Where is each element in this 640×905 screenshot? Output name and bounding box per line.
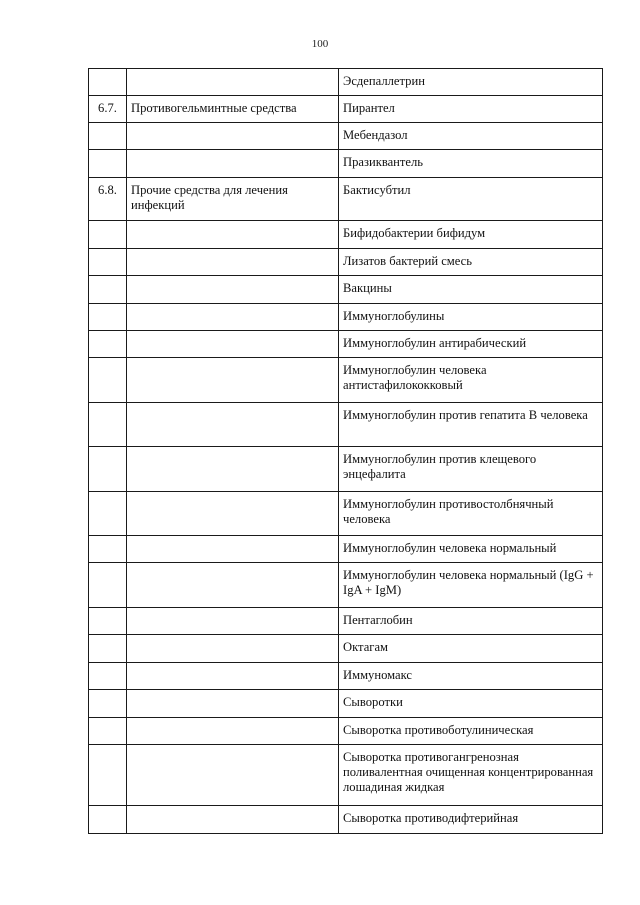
table-row	[89, 123, 603, 150]
table-row	[89, 718, 603, 745]
table-row	[89, 663, 603, 690]
drug-name-cell: Октагам	[339, 635, 603, 663]
drug-group-cell	[127, 331, 339, 358]
drug-group-cell: Прочие средства для лечения инфекций	[127, 178, 339, 221]
table-row	[89, 96, 603, 123]
section-number-cell	[89, 331, 127, 358]
section-number-cell	[89, 69, 127, 96]
section-number-cell	[89, 276, 127, 304]
table-row	[89, 331, 603, 358]
table-row	[89, 150, 603, 178]
section-number-cell	[89, 403, 127, 447]
drug-group-cell	[127, 403, 339, 447]
page-number: 100	[311, 38, 329, 50]
drug-group-cell	[127, 249, 339, 276]
drug-name-cell: Иммуноглобулин против клещевого энцефалита	[339, 447, 603, 492]
section-number-cell	[89, 447, 127, 492]
section-number-cell	[89, 492, 127, 536]
drug-name-cell: Мебендазол	[339, 123, 603, 150]
table-row	[89, 358, 603, 403]
drug-group-cell	[127, 608, 339, 635]
drug-group-cell	[127, 304, 339, 331]
section-number-cell: 6.8.	[89, 178, 127, 221]
drug-group-cell	[127, 663, 339, 690]
table-row	[89, 806, 603, 834]
table-row	[89, 635, 603, 663]
section-number-cell	[89, 358, 127, 403]
table-row	[89, 608, 603, 635]
section-number-cell	[89, 123, 127, 150]
drug-name-cell: Сыворотка противоботулиническая	[339, 718, 603, 745]
table-row	[89, 221, 603, 249]
drug-group-cell	[127, 69, 339, 96]
table-row	[89, 745, 603, 806]
table-row	[89, 447, 603, 492]
table-row	[89, 249, 603, 276]
drug-name-cell: Сыворотка противодифтерийная	[339, 806, 603, 834]
section-number-cell	[89, 304, 127, 331]
drug-name-cell: Пентаглобин	[339, 608, 603, 635]
drug-name-cell: Иммуноглобулин противостолбнячный человека	[339, 492, 603, 536]
drug-name-cell: Бактисубтил	[339, 178, 603, 221]
drug-group-cell	[127, 276, 339, 304]
table-row	[89, 563, 603, 608]
drug-name-cell: Сыворотки	[339, 690, 603, 718]
table-row	[89, 178, 603, 221]
drug-group-cell	[127, 221, 339, 249]
drug-name-cell: Иммуноглобулин человека нормальный	[339, 536, 603, 563]
drug-name-cell: Эсдепаллетрин	[339, 69, 603, 96]
section-number-cell	[89, 663, 127, 690]
section-number-cell	[89, 608, 127, 635]
drug-group-cell	[127, 718, 339, 745]
drug-group-cell: Противогельминтные средства	[127, 96, 339, 123]
drug-name-cell: Иммуноглобулин человека антистафилококковый	[339, 358, 603, 403]
table-row	[89, 304, 603, 331]
drug-group-cell	[127, 536, 339, 563]
drug-list-table	[88, 68, 603, 834]
drug-name-cell: Вакцины	[339, 276, 603, 304]
drug-name-cell: Иммуноглобулин против гепатита В человека	[339, 403, 603, 447]
drug-group-cell	[127, 745, 339, 806]
section-number-cell	[89, 563, 127, 608]
drug-name-cell: Иммуноглобулин человека нормальный (IgG + IgA + IgM)	[339, 563, 603, 608]
table-row	[89, 536, 603, 563]
table-row	[89, 690, 603, 718]
drug-name-cell: Бифидобактерии бифидум	[339, 221, 603, 249]
drug-group-cell	[127, 447, 339, 492]
drug-group-cell	[127, 806, 339, 834]
table-body	[89, 69, 603, 834]
section-number-cell	[89, 690, 127, 718]
section-number-cell: 6.7.	[89, 96, 127, 123]
section-number-cell	[89, 150, 127, 178]
section-number-cell	[89, 249, 127, 276]
drug-group-cell	[127, 492, 339, 536]
drug-name-cell: Иммуноглобулин антирабический	[339, 331, 603, 358]
drug-name-cell: Лизатов бактерий смесь	[339, 249, 603, 276]
drug-group-cell	[127, 123, 339, 150]
drug-group-cell	[127, 635, 339, 663]
section-number-cell	[89, 635, 127, 663]
drug-name-cell: Празиквантель	[339, 150, 603, 178]
section-number-cell	[89, 806, 127, 834]
drug-group-cell	[127, 563, 339, 608]
drug-group-cell	[127, 150, 339, 178]
section-number-cell	[89, 745, 127, 806]
table-row	[89, 69, 603, 96]
section-number-cell	[89, 718, 127, 745]
section-number-cell	[89, 221, 127, 249]
drug-name-cell: Иммуномакс	[339, 663, 603, 690]
table-row	[89, 492, 603, 536]
table-row	[89, 403, 603, 447]
drug-name-cell: Иммуноглобулины	[339, 304, 603, 331]
drug-group-cell	[127, 358, 339, 403]
drug-group-cell	[127, 690, 339, 718]
drug-name-cell: Сыворотка противогангренозная поливалентная очищенная концентрированная лошадиная жидкая	[339, 745, 603, 806]
drug-name-cell: Пирантел	[339, 96, 603, 123]
table-row	[89, 276, 603, 304]
section-number-cell	[89, 536, 127, 563]
